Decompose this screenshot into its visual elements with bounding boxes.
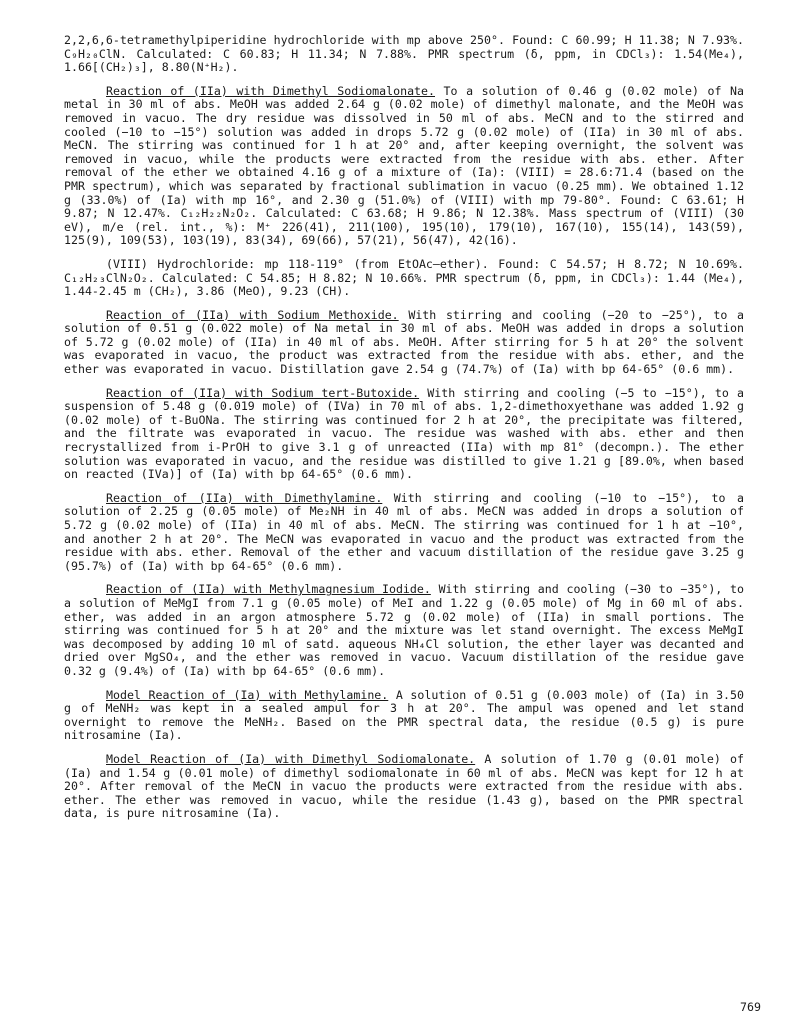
paragraph-sodium-tert-butoxide (64, 387, 744, 482)
paragraph-text: With stirring and cooling (−10 to −15°), to a solution of 2.25 g (0.05 mole) of Me₂NH in 40 ml of abs. MeCN was added in drops a solution of 5.72 g (0.02 mole) of (IIa) in 40 ml of abs. MeCN. The stirring was continued for 1 h at −10°, and another 2 h at 20°. The MeCN was evaporated in vacuo and the product was extracted from the residue with abs. ether. Removal of the ether and vacuum distillation of the residue gave 3.25 g (95.7%) of (Ia) with bp 64-65° (0.6 mm). (64, 490, 744, 573)
section-heading: Reaction of (IIa) with Sodium Methoxide. (106, 307, 399, 322)
paragraph-text: (VIII) Hydrochloride: mp 118-119° (from EtOAc—ether). Found: C 54.57; H 8.72; N 10.69%. C₁₂H₂₃ClN₂O₂. Calculated: C 54.85; H 8.82; N 10.66%. PMR spectrum (δ, ppm, in CDCl₃): 1.44 (Me₄), 1.44-2.45 m (CH₂), 3.86 (MeO), 9.23 (CH). (64, 256, 745, 299)
section-heading: Model Reaction of (Ia) with Methylamine. (106, 687, 389, 702)
paragraph-text: With stirring and cooling (−20 to −25°), to a solution of 0.51 g (0.022 mole) of Na metal in 30 ml of abs. MeOH was added in drops a solution of 5.72 g (0.02 mole) of (IIa) in 40 ml of abs. MeOH. After stirring for 5 h at 20° the solvent was evaporated in vacuo, the product was extracted from the residue with abs. ether, and the ether was evaporated in vacuo. Distillation gave 2.54 g (74.7%) of (Ia) with bp 64-65° (0.6 mm). (64, 307, 744, 377)
section-heading: Model Reaction of (Ia) with Dimethyl Sodiomalonate. (106, 751, 476, 766)
paragraph-text: 2,2,6,6-tetramethylpiperidine hydrochloride with mp above 250°. Found: C 60.99; H 11.38; N 7.93%. C₉H₂₀ClN. Calculated: C 60.83; H 11.34; N 7.88%. PMR spectrum (δ, ppm, in CDCl₃): 1.54(Me₄), 1.66[(CH₂)₃], 8.80(N⁺H₂). (64, 33, 744, 75)
paragraph-text: With stirring and cooling (−30 to −35°), to a solution of MeMgI from 7.1 g (0.05 mole) of MeI and 1.22 g (0.05 mole) of Mg in 60 ml of abs. ether, was added in an argon atmosphere 5.72 g (0.02 mole) of (IIa) in small portions. The stirring was continued for 5 h at 20° and the mixture was let stand overnight. The excess MeMgI was decomposed by adding 10 ml of satd. aqueous NH₄Cl solution, the ether layer was decanted and dried over MgSO₄, and the ether was removed in vacuo. Vacuum distillation of the residue gave 0.32 g (9.4%) of (Ia) with bp 64-65° (0.6 mm). (64, 582, 744, 678)
paragraph-continuation (64, 34, 744, 75)
paragraph-viii-hydrochloride (64, 258, 744, 299)
paragraph-methylmagnesium-iodide (64, 583, 744, 678)
paragraph-text: A solution of 0.51 g (0.003 mole) of (Ia) in 3.50 g of MeNH₂ was kept in a sealed ampul for 3 h at 20°. The ampul was opened and let stand overnight to remove the MeNH₂. Based on the PMR spectral data, the residue (0.5 g) is pure nitrosamine (Ia). (64, 687, 744, 743)
paragraph-sodium-methoxide (64, 309, 744, 377)
paragraph-text: A solution of 1.70 g (0.01 mole) of (Ia) and 1.54 g (0.01 mole) of dimethyl sodiomalonate in 60 ml of abs. MeCN was kept for 12 h at 20°. After removal of the MeCN in vacuo the products were extracted from the residue with abs. ether. The ether was removed in vacuo, while the residue (1.43 g), based on the PMR spectral data, is pure nitrosamine (Ia). (64, 751, 744, 821)
paragraph-model-sodiomalonate (64, 753, 744, 821)
section-heading: Reaction of (IIa) with Dimethyl Sodiomalonate. (106, 83, 435, 98)
paragraph-text: With stirring and cooling (−5 to −15°), to a suspension of 5.48 g (0.019 mole) of (IVa) in 70 ml of abs. 1,2-dimethoxyethane was added 1.92 g (0.02 mole) of t-BuONa. The stirring was continued for 2 h at 20°, the precipitate was filtered, and the filtrate was evaporated in vacuo. The residue was washed with abs. ether and then recrystallized from i-PrOH to give 3.1 g of unreacted (IIa) with mp 81° (decompn.). The ether solution was evaporated in vacuo, and the residue was distilled to give 1.21 g [89.0%, when based on reacted (IVa)] of (Ia) with bp 64-65° (0.6 mm). (64, 385, 744, 482)
paragraph-model-methylamine (64, 689, 744, 743)
section-heading: Reaction of (IIa) with Dimethylamine. (106, 490, 383, 505)
paragraph-dimethylamine (64, 492, 744, 574)
page-number: 769 (740, 1000, 761, 1014)
paragraph-dimethyl-sodiomalonate (64, 85, 744, 248)
section-heading: Reaction of (IIa) with Methylmagnesium Iodide. (106, 582, 431, 597)
page-body (64, 34, 744, 831)
paragraph-text: To a solution of 0.46 g (0.02 mole) of Na metal in 30 ml of abs. MeOH was added 2.64 g (0.02 mole) of dimethyl malonate, and the MeOH was removed in vacuo. The dry residue was dissolved in 50 ml of abs. MeCN and to the stirred and cooled (−10 to −15°) solution was added in drops 5.72 g (0.02 mole) of (IIa) in 30 ml of abs. MeCN. The stirring was continued for 1 h at 20° and, after keeping overnight, the solvent was removed in vacuo, while the products were extracted from the residue with abs. ether. After removal of the ether we obtained 4.16 g of a mixture of (Ia): (VIII) = 28.6:71.4 (based on the PMR spectrum), which was separated by fractional sublimation in vacuo (0.25 mm). We obtained 1.12 g (33.0%) of (Ia) with mp 16°, and 2.30 g (51.0%) of (VIII) with mp 79-80°. Found: C 63.61; H 9.87; N 12.47%. C₁₂H₂₂N₂O₂. Calculated: C 63.68; H 9.86; N 12.38%. Mass spectrum of (VIII) (30 eV), m/e (rel. int., %): M⁺ 226(41), 211(100), 195(10), 179(10), 167(10), 155(14), 143(59), 125(9), 109(53), 103(19), 83(34), 69(66), 57(21), 56(47), 42(16). (64, 83, 744, 248)
section-heading: Reaction of (IIa) with Sodium tert-Butoxide. (106, 385, 420, 400)
